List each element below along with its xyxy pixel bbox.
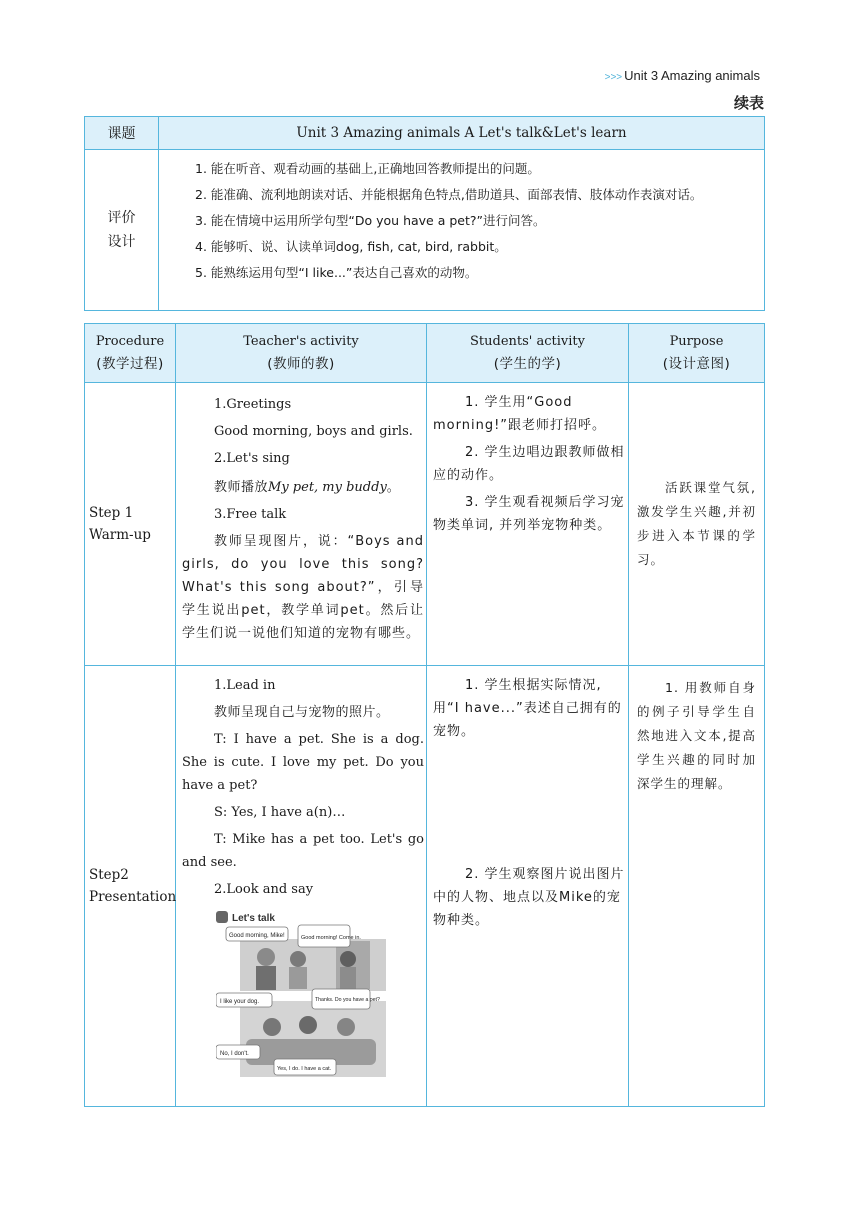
step1-students-s1: 1. 学生用“Good morning!”跟老师打招呼。 xyxy=(433,395,607,433)
character-2 xyxy=(290,951,306,967)
students-header-en: Students' activity xyxy=(470,334,585,349)
students-activity-header xyxy=(427,324,629,383)
step1-teacher-p6: 教师呈现图片，说：“Boys and girls, do you love this song? What's this song about?”，引导学生说出pet，教学单词pet。然后让学生们说一说他们知道的宠物有哪些。 xyxy=(182,534,424,641)
step1-label-line1: Step 1 xyxy=(89,505,134,521)
step2-label xyxy=(85,666,176,1107)
step1-teacher-activity xyxy=(176,383,427,666)
bubble-5-text: No, I don't. xyxy=(220,1051,249,1057)
step1-purpose-text: 活跃课堂气氛,激发学生兴趣,并初步进入本节课的学习。 xyxy=(637,480,756,567)
step2-label-line2: Presentation xyxy=(89,889,177,905)
step2-teacher-p3: T: I have a pet. She is a dog. She is cute. I love my pet. Do you have a pet? xyxy=(182,732,424,793)
picture-heading-badge xyxy=(216,911,228,923)
step2-teacher-p1: 1.Lead in xyxy=(214,678,276,693)
evaluation-content xyxy=(159,150,765,311)
continued-label: 续表 xyxy=(733,94,764,112)
step2-teacher-p2: 教师呈现自己与宠物的照片。 xyxy=(214,705,390,720)
bubble-3-text: I like your dog. xyxy=(220,999,260,1005)
step1-teacher-p4 xyxy=(182,476,424,499)
bubble-6-text: Yes, I do. I have a cat. xyxy=(277,1066,332,1072)
step1-teacher-p5: 3.Free talk xyxy=(214,507,287,522)
header-unit-title: Unit 3 Amazing animals xyxy=(624,68,760,83)
character-3 xyxy=(340,951,356,967)
bubble-2-text: Good morning! Come in. xyxy=(301,935,361,941)
lets-talk-illustration xyxy=(216,909,388,1079)
step2-purpose-text: 1. 用教师自身的例子引导学生自然地进入文本,提高学生兴趣的同时加深学生的理解。 xyxy=(637,680,756,791)
evaluation-item: 1. 能在听音、观看动画的基础上,正确地回答教师提出的问题。 xyxy=(195,161,540,176)
purpose-header-zh: (设计意图) xyxy=(662,356,731,372)
purpose-header-en: Purpose xyxy=(669,334,724,349)
step1-students-s3: 3. 学生观看视频后学习宠物类单词, 并列举宠物种类。 xyxy=(433,495,625,533)
teacher-activity-header xyxy=(176,324,427,383)
step2-students-s1: 1. 学生根据实际情况, 用“I have...”表述自己拥有的宠物。 xyxy=(433,678,622,739)
character-1 xyxy=(257,948,275,966)
page-header-unit xyxy=(605,68,760,83)
step1-teacher-p3: 2.Let's sing xyxy=(214,451,290,466)
lets-talk-picture xyxy=(216,909,388,1079)
step1-purpose xyxy=(629,383,765,666)
step1-students-s2: 2. 学生边唱边跟教师做相应的动作。 xyxy=(433,445,625,483)
song-suffix: 。 xyxy=(386,480,401,495)
song-intro: 教师播放 xyxy=(214,480,269,495)
step2-teacher-p4: S: Yes, I have a(n)… xyxy=(214,805,346,820)
step1-teacher-p1: 1.Greetings xyxy=(214,397,292,412)
step1-students-activity xyxy=(427,383,629,666)
procedure-table xyxy=(84,323,765,1107)
teacher-header-zh: (教师的教) xyxy=(267,356,335,372)
purpose-header xyxy=(629,324,765,383)
evaluation-label xyxy=(85,150,159,311)
topic-title: Unit 3 Amazing animals A Let's talk&Let's learn xyxy=(159,117,765,150)
character-4 xyxy=(263,1018,281,1036)
header-arrows: >>> xyxy=(604,72,623,83)
step2-students-s2: 2. 学生观察图片说出图片中的人物、地点以及Mike的宠物种类。 xyxy=(433,867,625,928)
character-2-body xyxy=(289,967,307,989)
song-title: My pet, my buddy xyxy=(268,480,387,495)
procedure-header-zh: (教学过程) xyxy=(96,356,164,372)
character-6 xyxy=(337,1018,355,1036)
topic-label: 课题 xyxy=(85,117,159,150)
evaluation-item: 5. 能熟练运用句型“I like...”表达自己喜欢的动物。 xyxy=(195,265,478,280)
step2-label-line1: Step2 xyxy=(89,867,129,883)
bubble-1-text: Good morning, Mike! xyxy=(229,933,285,939)
evaluation-item: 2. 能准确、流利地朗读对话、并能根据角色特点,借助道具、面部表情、肢体动作表演对话。 xyxy=(195,187,703,202)
picture-heading: Let's talk xyxy=(232,913,275,924)
evaluation-item: 4. 能够听、说、认读单词dog, fish, cat, bird, rabbit。 xyxy=(195,239,507,254)
students-header-zh: (学生的学) xyxy=(493,356,562,372)
step2-teacher-p6: 2.Look and say xyxy=(214,882,314,897)
step2-teacher-activity xyxy=(176,666,427,1107)
step2-purpose xyxy=(629,666,765,1107)
procedure-header-en: Procedure xyxy=(95,334,165,349)
bubble-4-text: Thanks. Do you have a pet? xyxy=(315,997,380,1003)
evaluation-label-line2: 设计 xyxy=(107,234,136,250)
step2-teacher-p5: T: Mike has a pet too. Let's go and see. xyxy=(182,832,424,870)
step1-label xyxy=(85,383,176,666)
character-1-body xyxy=(256,966,276,990)
lesson-info-table xyxy=(84,116,765,311)
procedure-header xyxy=(85,324,176,383)
evaluation-item: 3. 能在情境中运用所学句型“Do you have a pet?”进行问答。 xyxy=(195,213,546,228)
character-5 xyxy=(299,1016,317,1034)
teacher-header-en: Teacher's activity xyxy=(243,334,359,349)
evaluation-label-line1: 评价 xyxy=(107,210,136,226)
step1-teacher-p2: Good morning, boys and girls. xyxy=(214,424,413,439)
step2-students-activity xyxy=(427,666,629,1107)
step1-label-line2: Warm-up xyxy=(89,527,151,543)
character-3-body xyxy=(340,967,356,989)
